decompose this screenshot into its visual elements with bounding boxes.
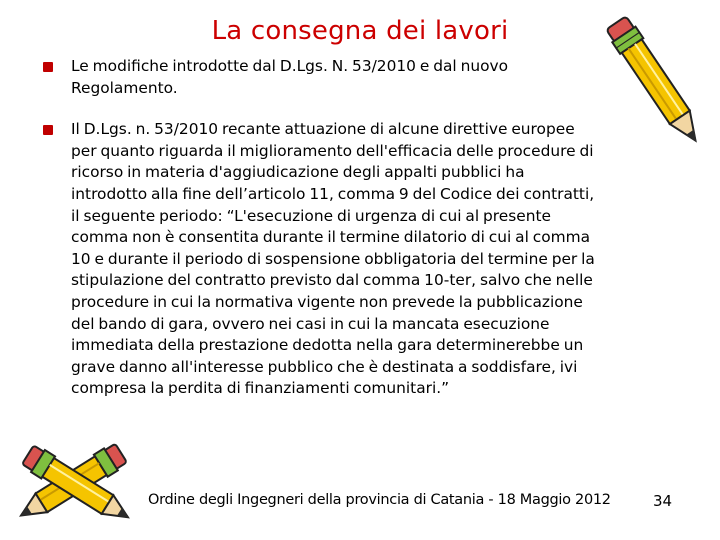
bullet-text: Il D.Lgs. n. 53/2010 recante attuazione di alcune direttive europee per quanto riguarda il miglioramento dell'efficacia delle procedure di ricorso in materia d'aggiudicazione degli appalti pubblici ha introdotto alla fine dell’articolo 11, comma 9 del Codice dei contratti, il seguente periodo: “L'esecuzione di urgenza di cui al presente comma non è consentita durante il termine dilatorio di cui al comma 10 e durante il periodo di sospensione obbligatoria del termine per la stipulazione del contratto previsto dal comma 10-ter, salvo che nelle procedure in cui la normativa vigente non prevede la pubblicazione del bando di gara, ovvero nei casi in cui la mancata esecuzione immediata della prestazione dedotta nella gara determinerebbe un grave danno all'interesse pubblico che è destinata a soddisfare, ivi compresa la perdita di finanziamenti comunitari.”	[71, 120, 595, 398]
crossed-pencils-icon	[0, 426, 150, 540]
bullet-square-icon	[43, 125, 53, 135]
bullet-list	[42, 56, 602, 420]
footer-text: Ordine degli Ingegneri della provincia di Catania - 18 Maggio 2012	[148, 492, 611, 508]
page-number: 34	[653, 492, 673, 510]
bullet-item	[42, 56, 602, 99]
pencil-icon	[598, 2, 718, 168]
bullet-item	[42, 119, 602, 400]
bullet-square-icon	[43, 62, 53, 72]
slide-title: La consegna dei lavori	[211, 16, 509, 46]
bullet-text: Le modifiche introdotte dal D.Lgs. N. 53/2010 e dal nuovo Regolamento.	[71, 57, 509, 97]
